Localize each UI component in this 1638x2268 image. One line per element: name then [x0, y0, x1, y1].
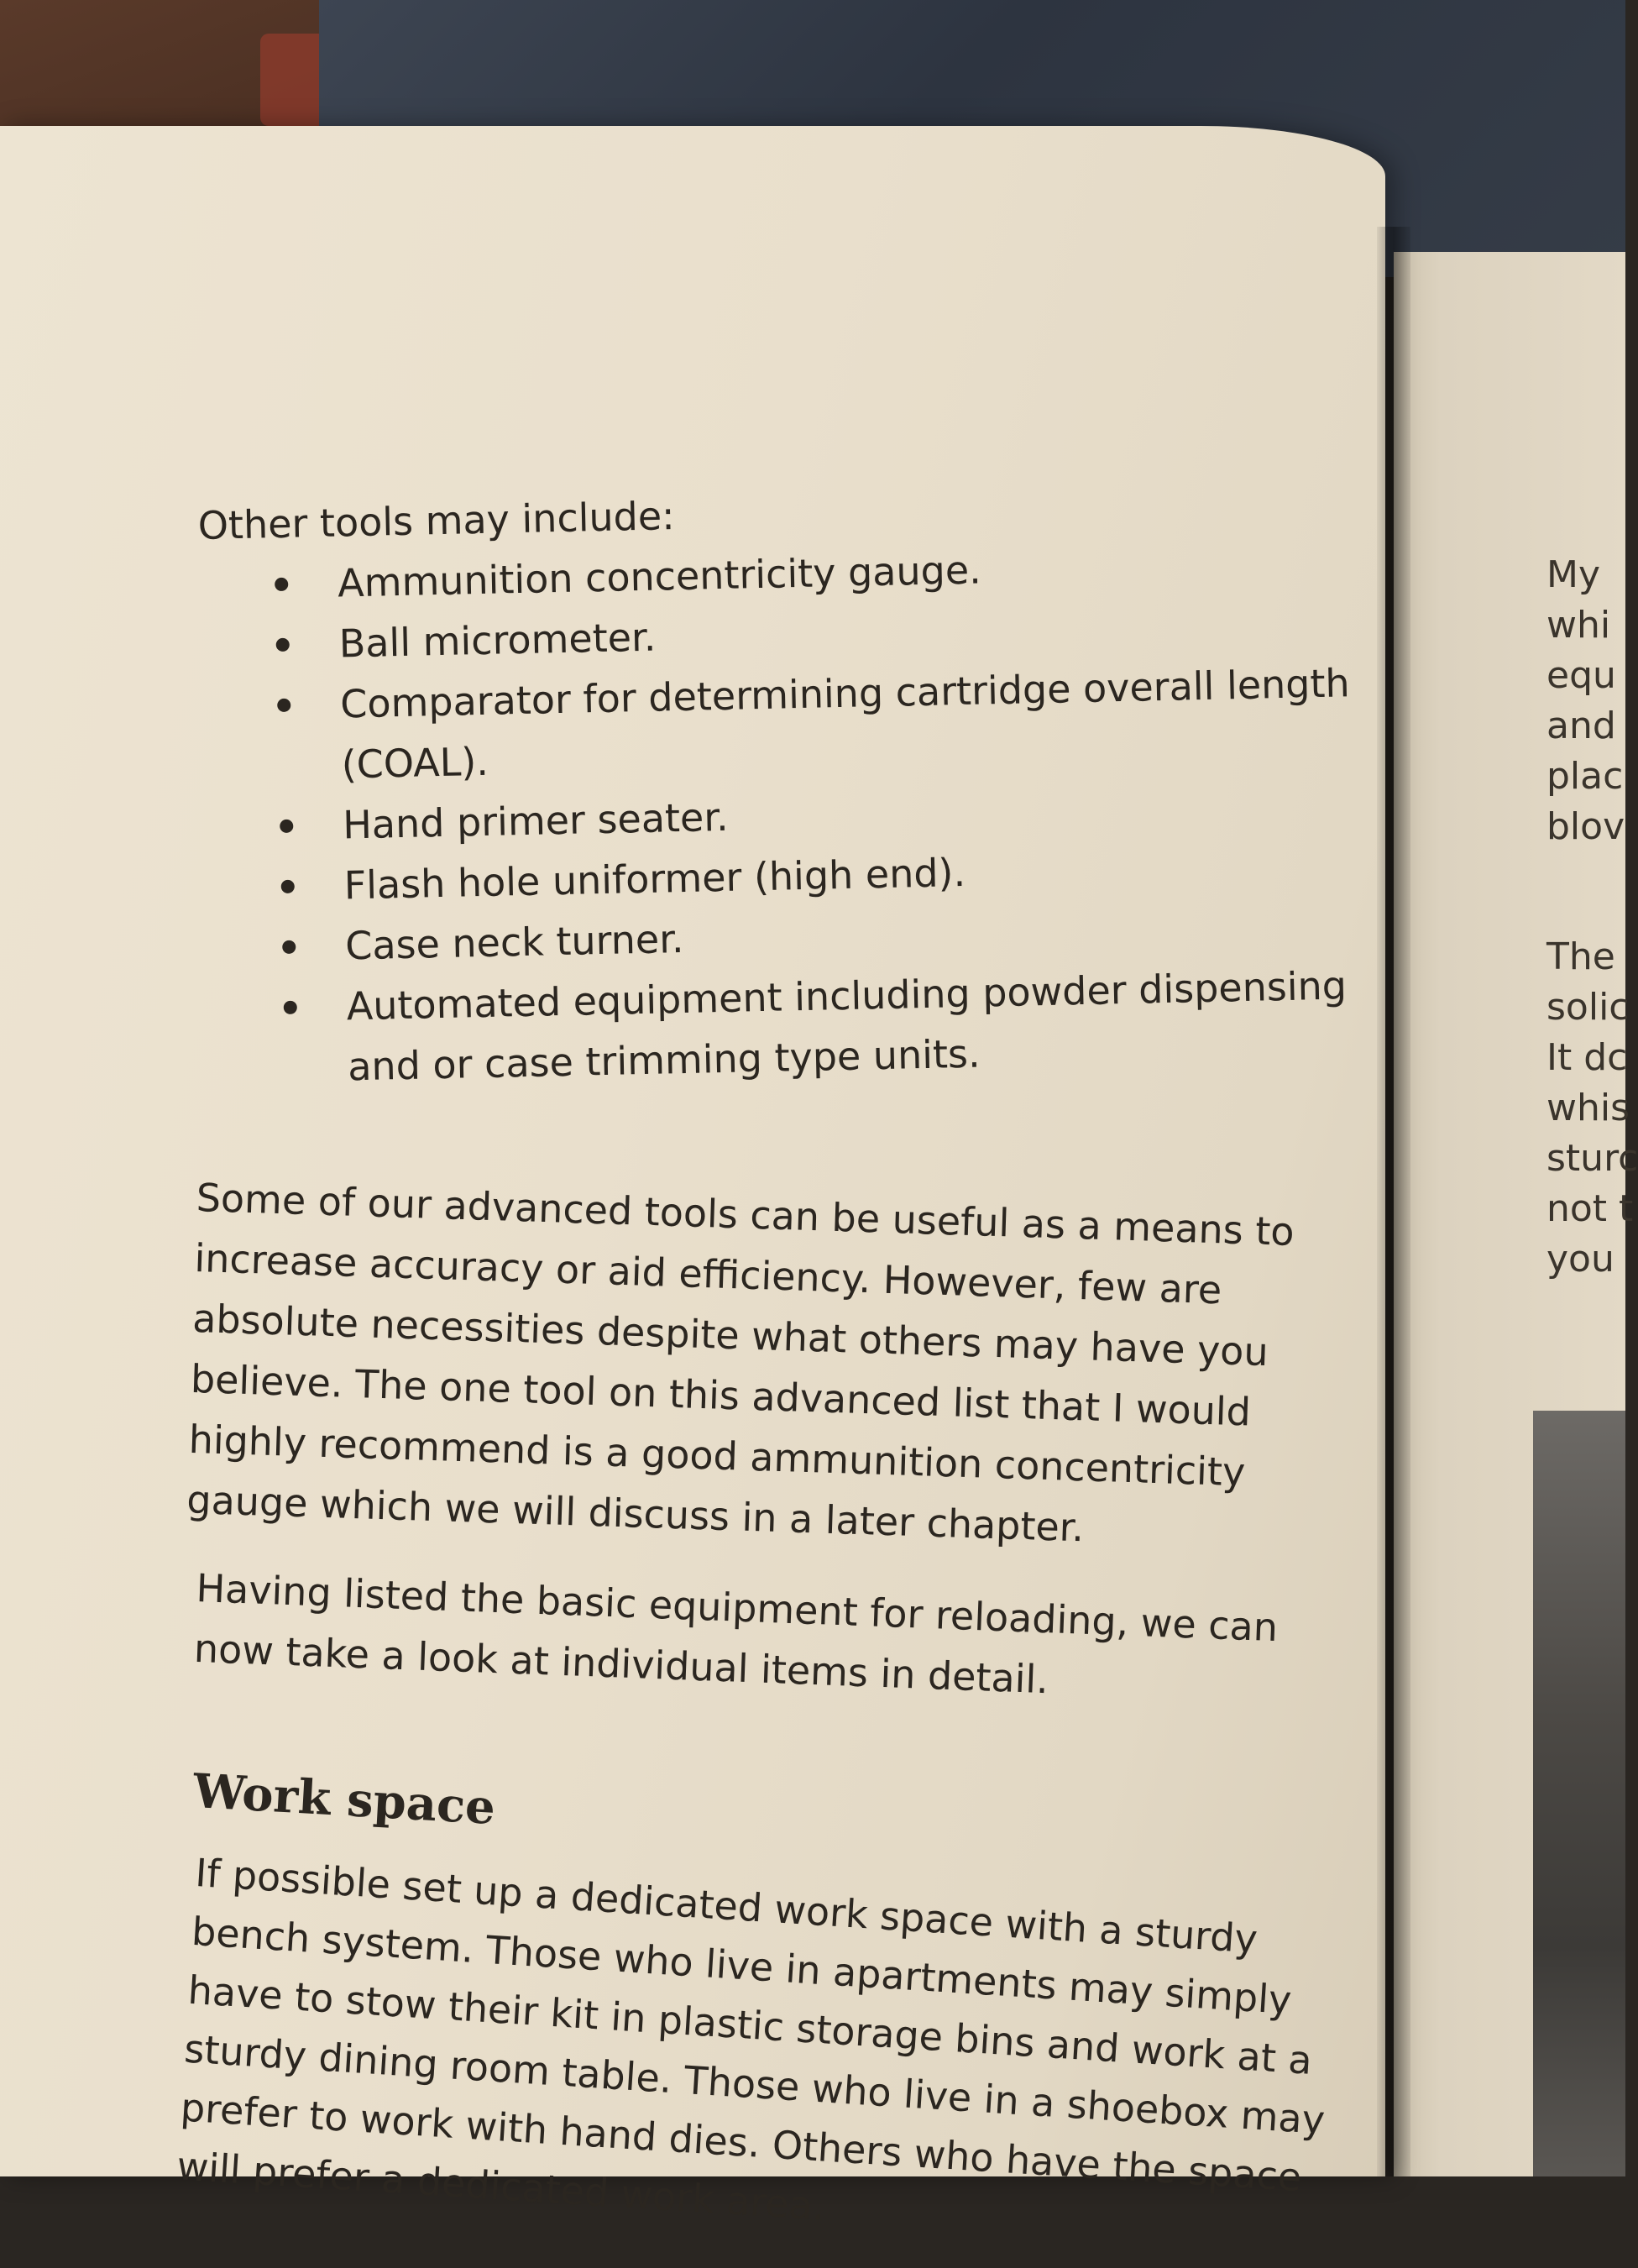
bullet-icon — [275, 578, 288, 591]
list-item: Flash hole uniformer (high end). — [205, 834, 1364, 919]
paragraph-basic-equipment: Having listed the basic equipment for reloading, we can now take a look at individual items in detail. — [193, 1564, 1279, 1703]
right-page-text-1: My whi equ and plac blov — [1546, 553, 1625, 848]
section-heading: Work space — [191, 1763, 497, 1836]
book-gutter — [1377, 227, 1410, 2176]
bullet-icon — [280, 820, 293, 833]
tools-list-block — [197, 471, 1368, 1100]
paragraph-work-space: If possible set up a dedicated work space with a sturdy bench system. Those who live in apartments may simply have to stow their kit in plastic storage bins and work at a sturdy dining room table. Those who live in a shoebox may prefer to work with hand dies. Others who have the space will prefer a dedicated work area. — [175, 1849, 1327, 2229]
list-item: Comparator for determining cartridge overall length (COAL). — [201, 652, 1363, 798]
bullet-icon — [282, 940, 296, 954]
list-item: Ammunition concentricity gauge. — [199, 532, 1358, 616]
bullet-icon — [276, 638, 290, 652]
list-item: Automated equipment including powder dispensing and or case trimming type units. — [207, 955, 1368, 1100]
paragraph-advanced-tools: Some of our advanced tools can be useful as a means to increase accuracy or aid efficiency. However, few are absolute necessities despite what others may have you believe. The one tool on this advanced list that I would highly recommend is a good ammunition concentricity gauge which we will discuss in a later chapter. — [186, 1174, 1295, 1551]
bullet-icon — [284, 1001, 297, 1014]
list-item: Case neck turner. — [207, 894, 1366, 979]
intro-line: Other tools may include: — [197, 493, 676, 548]
bullet-icon — [277, 699, 290, 712]
tools-list — [199, 532, 1368, 1100]
bullet-icon — [281, 880, 295, 893]
list-item: Ball micrometer. — [200, 592, 1359, 677]
list-item: Hand primer seater. — [204, 773, 1363, 858]
right-page-photo — [1533, 1411, 1625, 2176]
right-page-text-2: The solic It dc whis sturc not t you — [1546, 935, 1638, 1281]
